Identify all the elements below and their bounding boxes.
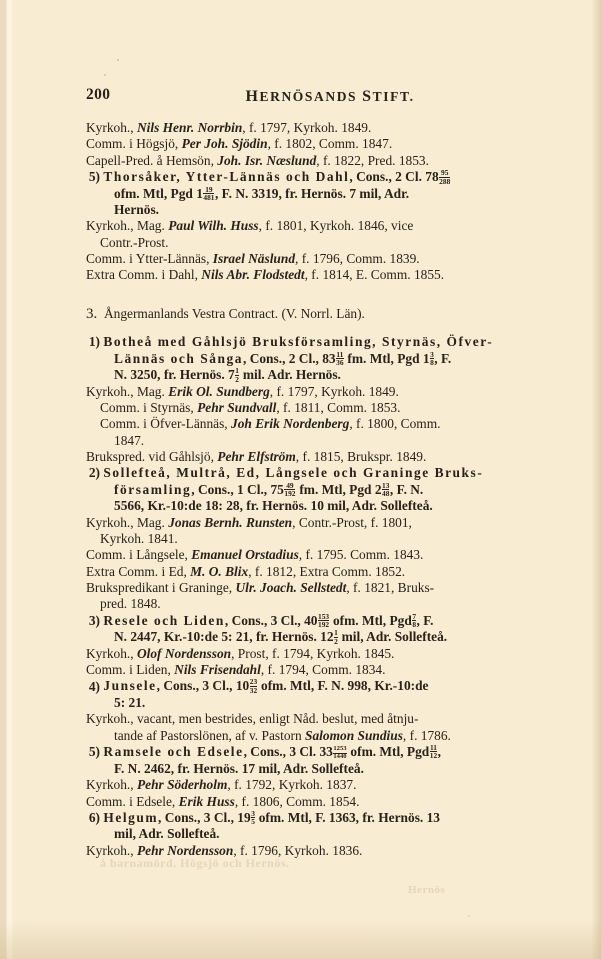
entry-role: Comm. i Styrnäs, — [100, 399, 198, 415]
section-heading — [86, 306, 516, 322]
person-name: Emanuel Orstadius — [191, 547, 299, 563]
parish-name: Junsele — [103, 678, 157, 694]
entry-stats: 5: 21. — [114, 694, 146, 710]
entry-details: , f. 1811, Comm. 1853. — [276, 399, 401, 415]
contract-entry-2-line2 — [86, 482, 516, 499]
entry-kyrkoh-nordensson-helgum — [86, 843, 516, 859]
entry-stats: F. N. 2462, fr. Hernös. 17 mil, Adr. Sollefteå. — [114, 760, 364, 776]
fraction-mantal: $\frac{49}{192}$ — [284, 480, 296, 499]
entry-details: , f. 1802, Comm. 1847. — [267, 136, 393, 152]
entry-marker: 5) — [88, 169, 100, 185]
entry-details: , f. 1795. Comm. 1843. — [298, 547, 424, 563]
fraction-distance: $\frac{1}{2}$ — [334, 628, 338, 646]
parish-name: Resele och Liden — [103, 612, 225, 628]
contract-entry-1-line1 — [86, 334, 516, 350]
entry-details: , f. 1796, Comm. 1839. — [295, 251, 420, 267]
entry-stats: , F. N. — [389, 481, 424, 497]
running-head — [140, 88, 520, 106]
person-name: M. O. Blix — [190, 563, 249, 579]
entry-role: Kyrkoh., — [86, 120, 137, 135]
person-name: Pehr Söderholm — [136, 777, 228, 793]
fraction-pgd: $\frac{11}{12}$ — [429, 742, 438, 761]
entry-role: Capell-Pred. å Hemsön, — [86, 152, 218, 168]
entry-details: pred. 1848. — [100, 596, 161, 612]
entry-stats: fm. Mtl, Pgd 2 — [295, 481, 382, 497]
entry-role: Kyrkoh., Mag. — [86, 514, 169, 530]
entry-brukspred-gahlsjo — [86, 449, 516, 465]
section-region: (V. Norrl. Län). — [281, 305, 365, 321]
entry-stats: ofm. Mtl, Pgd 1 — [114, 185, 203, 201]
entry-role: Kyrkoh., Mag. — [86, 383, 169, 399]
entry-details: , f. 1812, Extra Comm. 1852. — [248, 563, 406, 579]
fraction-mantal: $\frac{11}{36}$ — [336, 349, 344, 368]
entry-comm-ofver-lannas — [86, 416, 516, 432]
parish-name: Ramsele och Edsele — [103, 744, 244, 760]
person-name: Salomon Sundius — [305, 727, 403, 743]
entry-role: Kyrkoh., — [86, 777, 137, 793]
entry-extra-comm-ed — [86, 564, 516, 580]
parish-name: Helgum — [103, 810, 159, 826]
folio-number: 200 — [86, 86, 111, 103]
entry-details: , f. 1801, Kyrkoh. 1846, vice — [258, 218, 414, 234]
person-name: Per Joh. Sjödin — [181, 136, 268, 152]
entry-role: Comm. i Edsele, — [86, 793, 179, 809]
entry-marker: 2) — [88, 465, 100, 481]
entry-stats: , Cons., 2 Cl., 83 — [243, 350, 336, 366]
entry-extra-comm-dahl — [86, 267, 516, 283]
person-name: Joh. Isr. Næslund — [217, 152, 317, 168]
entry-stats: , F. — [416, 612, 434, 628]
person-name: Erik Huss — [178, 793, 235, 809]
entry-stats: N. 3250, fr. Hernös. 7 — [114, 367, 235, 383]
contract-entry-4-line2 — [86, 695, 516, 711]
showthrough-text: Hernös — [408, 884, 446, 896]
fraction-mantal: $\frac{23}{32}$ — [249, 677, 258, 695]
entry-marker: 4) — [88, 678, 100, 694]
entry-stats: , Cons., 1 Cl., 75 — [191, 481, 284, 497]
entry-details: , Prost, f. 1794, Kyrkoh. 1845. — [231, 645, 395, 661]
entry-capell-pred-hemson — [86, 153, 516, 169]
entry-role: Extra Comm. i Dahl, — [86, 267, 202, 283]
entry-marker: 5) — [88, 744, 100, 760]
entry-stats: ofm. Mtl, Pgd — [347, 744, 430, 760]
entry-kyrkoh-vacant-junsele — [86, 711, 516, 727]
parish-name: Sollefteå, Multrå, Ed, Långsele och Graninge Bruks- — [103, 465, 484, 481]
entry-stats: N. 2447, Kr.-10:de 5: 21, fr. Hernös. 12 — [114, 629, 334, 645]
entry-details: , f. 1815, Brukspr. 1849. — [295, 448, 427, 464]
entry-kyrkoh-norrbin — [86, 120, 516, 136]
entry-role: Kyrkoh., — [86, 645, 137, 661]
entry-marker: 3) — [88, 612, 100, 628]
entry-thorsaker-line3 — [86, 202, 516, 218]
fraction-mantal: $\frac{3}{5}$ — [251, 808, 255, 827]
parish-name: Thorsåker, Ytter-Lännäs och Dahl — [103, 169, 350, 185]
contract-entry-6-line1 — [86, 810, 516, 827]
entry-role: Comm. i Högsjö, — [86, 136, 182, 152]
entry-details: Contr.-Prost. — [100, 234, 169, 250]
entry-comm-edsele — [86, 794, 516, 810]
entry-details: , f. 1800, Comm. — [349, 416, 441, 432]
entry-thorsaker-line2 — [86, 186, 516, 203]
entry-stats: mil. Adr. Hernös. — [239, 367, 341, 383]
fraction-mantal: $\frac{1253}{1440}$ — [333, 745, 347, 761]
contract-entry-1-line2 — [86, 351, 516, 368]
entry-details: , f. 1794, Comm. 1834. — [260, 661, 386, 677]
entry-kyrkoh-nordensson-resele — [86, 646, 516, 662]
entry-role: Extra Comm. i Ed, — [86, 563, 191, 579]
parish-name: Botheå med Gåhlsjö Bruksförsamling, Styrnäs, Öfver- — [103, 334, 494, 350]
entry-kyrkoh-huss-cont — [86, 235, 516, 251]
entry-details: , f. 1797, Kyrkoh. 1849. — [242, 120, 372, 135]
entry-brukspredikant-graninge-cont — [86, 596, 516, 612]
person-name: Pehr Sundvall — [197, 399, 277, 415]
contract-entry-5-line2 — [86, 761, 516, 777]
entry-role: Comm. i Öfver-Lännäs, — [100, 416, 232, 432]
person-name: Nils Abr. Flodstedt — [201, 267, 305, 283]
entry-comm-langsele — [86, 547, 516, 563]
person-name: Nils Frisendahl — [174, 661, 261, 677]
entry-details: tande af Pastorslönen, af v. Pastorn — [114, 727, 306, 743]
entry-kyrkoh-runsten — [86, 515, 516, 531]
entry-details: , f. 1806, Comm. 1854. — [234, 793, 360, 809]
entry-details: , f. 1797, Kyrkoh. 1849. — [269, 383, 399, 399]
entry-stats: , F. N. 3319, fr. Hernös. 7 mil, Adr. — [214, 185, 410, 201]
running-head-rest-1: ERNÖSANDS — [259, 89, 358, 104]
person-name: Olof Nordensson — [136, 645, 232, 661]
entry-details: Kyrkoh. 1841. — [100, 530, 178, 546]
entry-stats: , Cons., 3 Cl., 40 — [224, 612, 318, 628]
running-head-rest-2: TIFT. — [372, 89, 415, 104]
entry-stats: , Cons., 3 Cl., 19 — [158, 810, 251, 826]
entry-comm-ytter-lannas — [86, 251, 516, 267]
entry-details: , f. 1814, E. Comm. 1855. — [304, 267, 445, 283]
entry-role: Kyrkoh., Mag. — [86, 218, 169, 234]
entry-stats: , Cons., 3 Cl., 10 — [156, 678, 250, 694]
person-name: Jonas Bernh. Runsten — [168, 514, 293, 530]
contract-entry-6-line2 — [86, 826, 516, 842]
entry-thorsaker-line1 — [86, 169, 516, 186]
person-name: Paul Wilh. Huss — [168, 218, 259, 234]
contract-entry-2-line3 — [86, 498, 516, 514]
entry-role: Brukspredikant i Graninge, — [86, 579, 236, 595]
fraction-pgd: $\frac{3}{8}$ — [430, 349, 434, 368]
entry-brukspredikant-graninge — [86, 580, 516, 596]
section-title: Ångermanlands Vestra Contract. — [103, 305, 279, 321]
entry-comm-liden — [86, 662, 516, 678]
person-name: Joh Erik Nordenberg — [231, 416, 350, 432]
person-name: Pehr Nordensson — [136, 842, 234, 858]
fraction-pgd: $\frac{13}{48}$ — [382, 480, 390, 499]
contract-entry-3-line2 — [86, 629, 516, 646]
page-header — [0, 86, 601, 108]
entry-stats: ofm. Mtl, Pgd — [329, 612, 412, 628]
entry-stats: ofm. Mtl, F. 1363, fr. Hernös. 13 — [255, 810, 440, 826]
entry-details: , f. 1821, Bruks- — [346, 579, 435, 595]
entry-stats: ofm. Mtl, F. N. 998, Kr.-10:de — [257, 678, 429, 694]
body-text-block — [86, 120, 516, 859]
person-name: Nils Henr. Norrbin — [136, 120, 243, 135]
entry-details: , Contr.-Prost, f. 1801, — [292, 514, 412, 530]
entry-stats: mil, Adr. Sollefteå. — [114, 826, 220, 842]
entry-stats: , Cons., 2 Cl. 78 — [349, 169, 439, 185]
entry-role: Brukspred. vid Gåhlsjö, — [86, 448, 218, 464]
entry-details: , f. 1822, Pred. 1853. — [316, 152, 429, 168]
entry-details: , f. 1792, Kyrkoh. 1837. — [227, 777, 357, 793]
contract-entry-2-line1 — [86, 465, 516, 481]
entry-details: , f. 1796, Kyrkoh. 1836. — [233, 842, 363, 858]
entry-role: Comm. i Långsele, — [86, 547, 192, 563]
entry-kyrkoh-soderholm — [86, 777, 516, 793]
entry-marker: 1) — [88, 334, 100, 350]
section-number: 3. — [86, 305, 98, 322]
contract-entry-4-line1 — [86, 678, 516, 695]
entry-stats: Hernös. — [114, 202, 160, 218]
person-name: Erik Ol. Sundberg — [168, 383, 270, 399]
fraction-pgd: $\frac{7}{8}$ — [412, 611, 417, 630]
person-name: Israel Näslund — [212, 251, 296, 267]
entry-comm-ofver-lannas-cont — [86, 433, 516, 449]
fraction-mantal: $\frac{153}{192}$ — [318, 611, 330, 630]
parish-name-cont: församling — [114, 481, 192, 497]
entry-details: 1847. — [114, 432, 145, 448]
entry-stats: , — [437, 744, 442, 760]
entry-comm-styrnas — [86, 400, 516, 416]
entry-role: Kyrkoh., — [86, 842, 137, 858]
entry-role: Kyrkoh., vacant, men bestrides, enligt Nåd. beslut, med åtnju- — [86, 711, 419, 727]
contract-entry-3-line1 — [86, 613, 516, 630]
contract-entry-5-line1 — [86, 744, 516, 761]
entry-role: Comm. i Liden, — [86, 661, 175, 677]
entry-marker: 6) — [88, 810, 100, 826]
entry-stats: 5566, Kr.-10:de 18: 28, fr. Hernös. 10 mil, Adr. Sollefteå. — [114, 498, 433, 514]
entry-stats: mil, Adr. Sollefteå. — [338, 629, 448, 645]
entry-kyrkoh-huss — [86, 218, 516, 234]
person-name: Ulr. Joach. Sellstedt — [235, 579, 347, 595]
entry-kyrkoh-vacant-junsele-cont — [86, 728, 516, 744]
entry-stats: fm. Mtl, Pgd 1 — [344, 350, 430, 366]
parish-name-cont: Lännäs och Sånga — [114, 350, 243, 366]
entry-kyrkoh-runsten-cont — [86, 531, 516, 547]
fraction-mantal: $\frac{95}{288}$ — [439, 168, 451, 186]
entry-role: Comm. i Ytter-Lännäs, — [86, 251, 213, 267]
fraction-distance: $\frac{1}{2}$ — [235, 366, 239, 384]
entry-kyrkoh-sundberg — [86, 384, 516, 400]
entry-stats: , F. — [434, 350, 452, 366]
fraction-pgd: $\frac{19}{481}$ — [203, 184, 215, 203]
showthrough-text: å barnamörd. Högsjö och Hernös. — [100, 856, 290, 870]
entry-details: , f. 1786. — [402, 727, 451, 743]
contract-entry-1-line3 — [86, 367, 516, 384]
person-name: Pehr Elfström — [217, 448, 296, 464]
entry-stats: , Cons., 3 Cl. 33 — [243, 744, 333, 760]
running-head-initial-1: H — [245, 88, 260, 105]
entry-comm-hogsjo — [86, 136, 516, 152]
running-head-initial-2: S — [362, 88, 373, 105]
